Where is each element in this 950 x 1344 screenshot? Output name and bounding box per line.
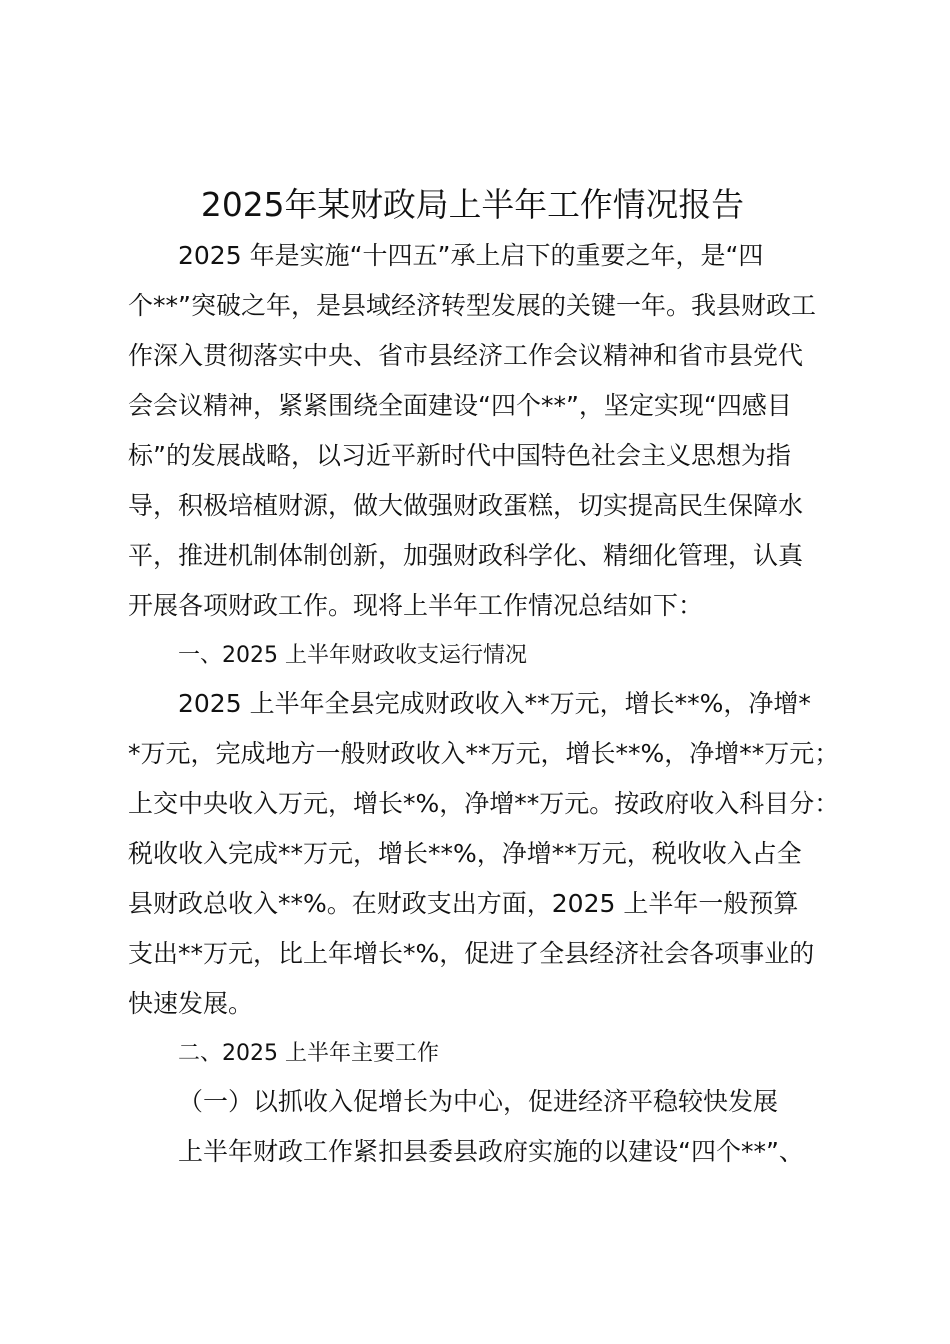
section-heading: 一、2025 上半年财政收支运行情况: [178, 643, 527, 668]
paragraph-line: 作深入贯彻落实中央、省市县经济工作会议精神和省市县党代: [128, 341, 804, 370]
paragraph-line: *万元，完成地方一般财政收入**万元，增长**%，净增**万元；: [128, 739, 840, 768]
paragraph-line: 2025 上半年全县完成财政收入**万元，增长**%，净增*: [178, 689, 811, 718]
document-title: 2025年某财政局上半年工作情况报告: [200, 185, 745, 224]
subsection-heading: （一）以抓收入促增长为中心，促进经济平稳较快发展: [178, 1087, 779, 1116]
paragraph-line: 个**”突破之年，是县域经济转型发展的关键一年。我县财政工: [128, 291, 816, 320]
paragraph-line: 标”的发展战略，以习近平新时代中国特色社会主义思想为指: [128, 441, 791, 470]
paragraph-line: 支出**万元，比上年增长*%，促进了全县经济社会各项事业的: [128, 939, 815, 968]
paragraph-line: 上交中央收入万元，增长*%，净增**万元。按政府收入科目分：: [128, 789, 840, 818]
paragraph-line: 税收收入完成**万元，增长**%，净增**万元，税收收入占全: [128, 839, 802, 868]
section-heading: 二、2025 上半年主要工作: [178, 1041, 439, 1066]
paragraph-line: 县财政总收入**%。在财政支出方面，2025 上半年一般预算: [128, 889, 799, 918]
paragraph-line: 上半年财政工作紧扣县委县政府实施的以建设“四个**”、: [178, 1137, 804, 1166]
paragraph-line: 平，推进机制体制创新，加强财政科学化、精细化管理，认真: [128, 541, 804, 570]
paragraph-line: 会会议精神，紧紧围绕全面建设“四个**”，坚定实现“四感目: [128, 391, 792, 420]
paragraph-line: 2025 年是实施“十四五”承上启下的重要之年，是“四: [178, 241, 764, 270]
paragraph-line: 快速发展。: [128, 989, 254, 1018]
paragraph-line: 开展各项财政工作。现将上半年工作情况总结如下：: [128, 591, 704, 620]
paragraph-line: 导，积极培植财源，做大做强财政蛋糕，切实提高民生保障水: [128, 491, 804, 520]
